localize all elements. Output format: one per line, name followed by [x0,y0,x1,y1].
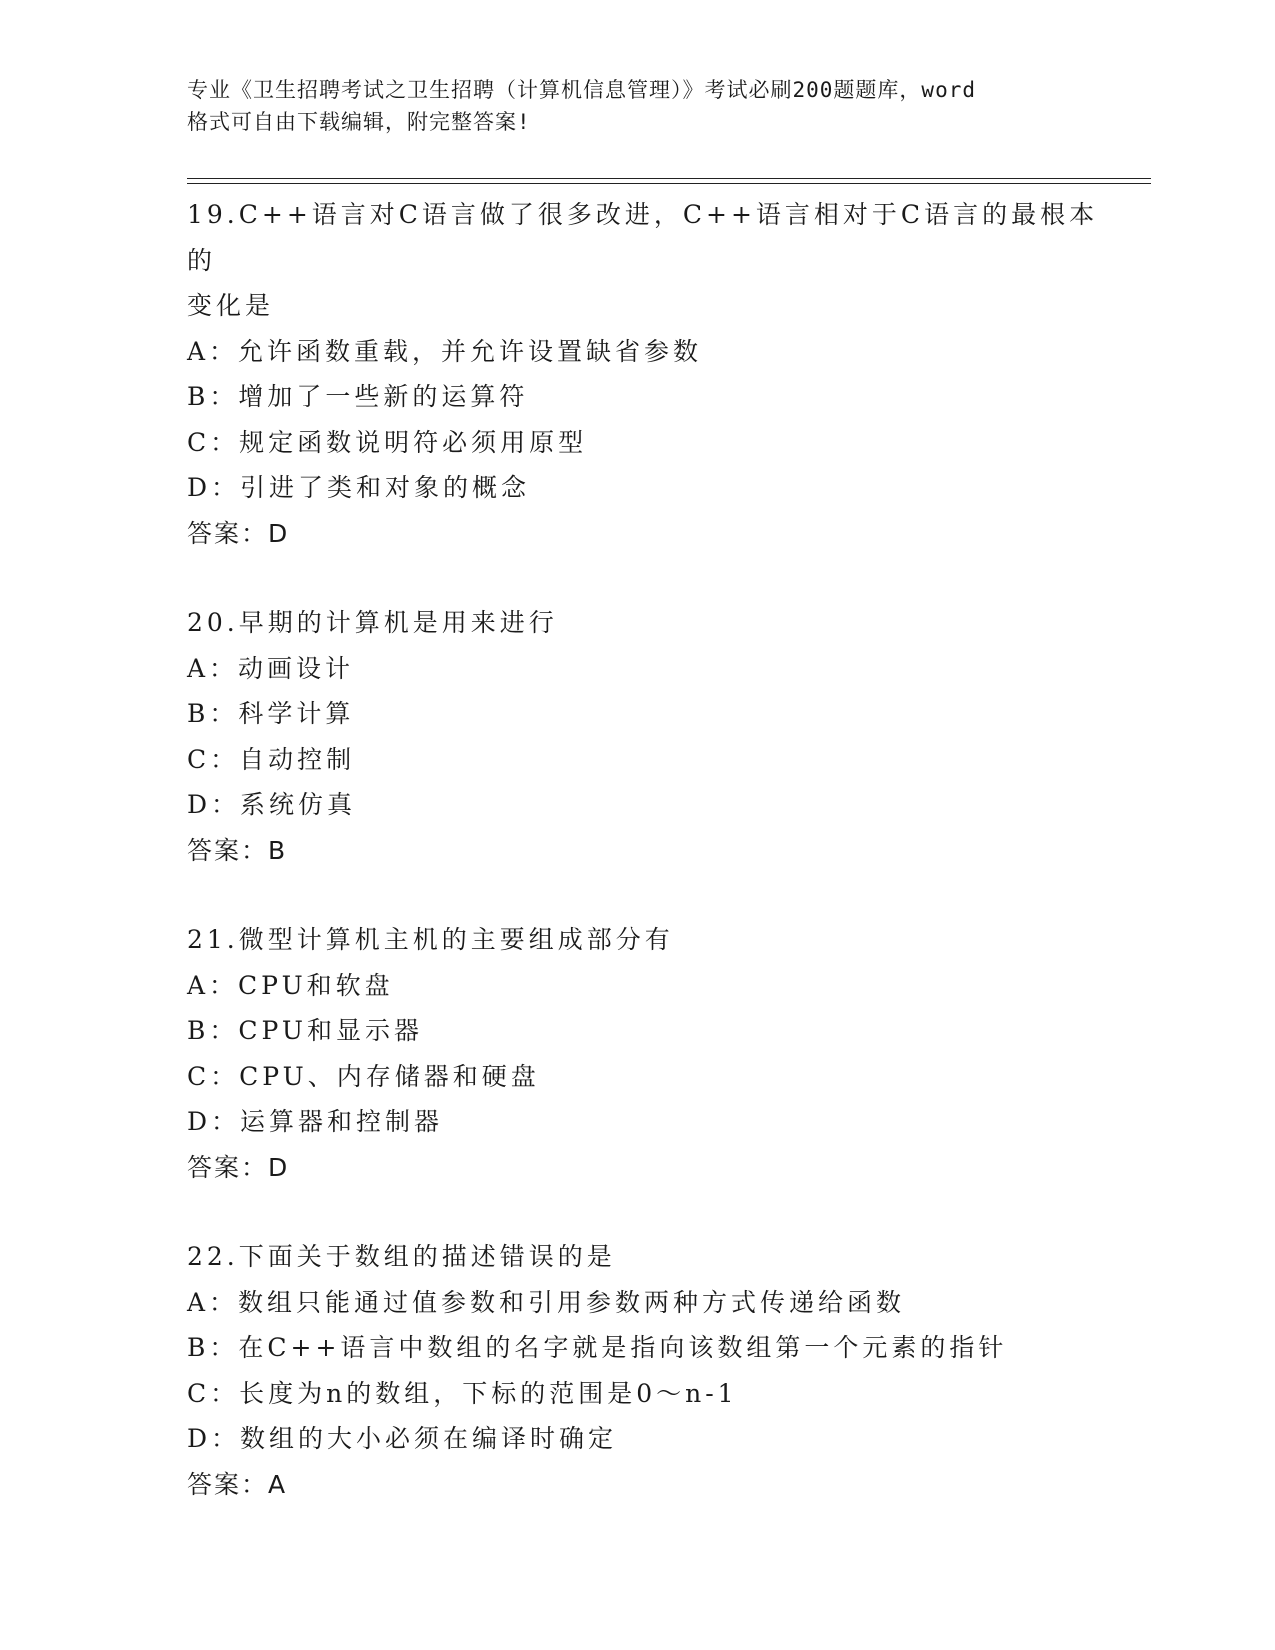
question-stem-continued: 变化是 [187,291,275,320]
question-stem: 21.微型计算机主机的主要组成部分有 [187,925,674,954]
header-line-1: 专业《卫生招聘考试之卫生招聘（计算机信息管理）》考试必刷200题题库，word [187,78,976,102]
option-b: B：CPU和显示器 [187,1016,423,1045]
document-header [187,74,1087,138]
question-19 [187,192,1127,556]
question-stem: 22.下面关于数组的描述错误的是 [187,1242,616,1271]
answer: 答案：D [187,1152,290,1182]
header-divider-top [187,178,1151,179]
question-20 [187,600,1127,873]
question-list [187,192,1127,1551]
answer: 答案：D [187,518,290,548]
option-d: D：运算器和控制器 [187,1107,444,1136]
option-c: C：CPU、内存储器和硬盘 [187,1061,540,1091]
answer: 答案：A [187,1469,288,1499]
header-line-2: 格式可自由下载编辑，附完整答案! [187,110,531,134]
question-stem: 20.早期的计算机是用来进行 [187,608,558,637]
option-c: C：自动控制 [187,744,356,774]
option-d: D：引进了类和对象的概念 [187,473,531,502]
question-stem: 19.C++语言对C语言做了很多改进，C++语言相对于C语言的最根本的 [187,200,1099,275]
option-b: B：科学计算 [187,699,355,728]
question-21 [187,917,1127,1190]
answer: 答案：B [187,835,288,865]
option-a: A：CPU和软盘 [187,970,394,1000]
option-a: A：允许函数重载，并允许设置缺省参数 [187,336,703,366]
option-b: B：在C++语言中数组的名字就是指向该数组第一个元素的指针 [187,1333,1008,1362]
option-b: B：增加了一些新的运算符 [187,382,529,411]
option-d: D：数组的大小必须在编译时确定 [187,1424,618,1453]
header-divider-bottom [187,183,1151,184]
option-a: A：数组只能通过值参数和引用参数两种方式传递给函数 [187,1287,906,1317]
option-c: C：长度为n的数组，下标的范围是0～n-1 [187,1378,738,1408]
question-22 [187,1234,1127,1507]
option-a: A：动画设计 [187,653,355,683]
option-d: D：系统仿真 [187,790,357,819]
option-c: C：规定函数说明符必须用原型 [187,427,588,457]
